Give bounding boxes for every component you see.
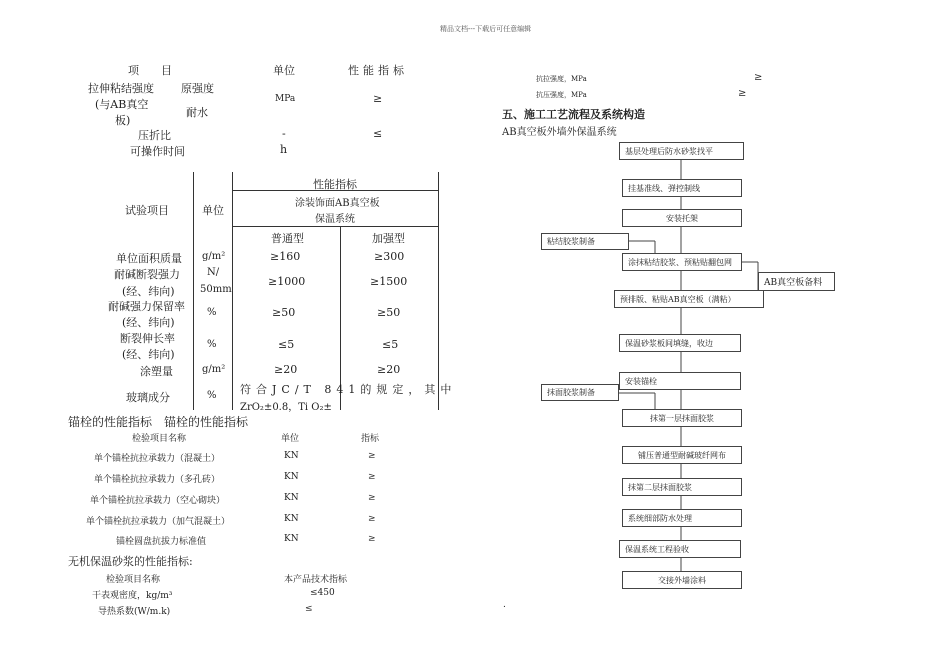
anchor-row-spec: ≥	[368, 534, 376, 544]
flow-step: 挂基准线、弹控制线	[622, 179, 742, 197]
anchor-row-label: 单个锚栓抗拉承载力（多孔砖）	[94, 475, 221, 485]
mesh-col-item: 试验项目	[125, 204, 169, 217]
anchor-row-spec: ≥	[368, 472, 376, 482]
flow-step: 抹第一层抹面胶浆	[622, 409, 742, 427]
bond-col-spec: 性能指标	[348, 64, 408, 77]
flow-step: 交接外墙涂料	[622, 571, 742, 589]
bond-tensile-unit: MPa	[275, 94, 296, 104]
mesh-row-label: 耐碱断裂强力	[114, 268, 180, 281]
bond-fold-unit: -	[282, 127, 286, 140]
flow-step: 涂抹粘结胶浆、预粘贴翻包网	[622, 253, 742, 271]
mesh-row-normal: ≥50	[272, 306, 296, 319]
mesh-row-label: 单位面积质量	[116, 252, 182, 265]
flow-step: 保温砂浆板间填缝，收边	[619, 334, 741, 352]
right-row1-label: 抗拉强度，MPa	[536, 75, 587, 83]
footer-dot: .	[503, 600, 506, 610]
mortar-title: 无机保温砂浆的性能指标:	[68, 555, 193, 568]
flow-step: 基层处理后防水砂浆找平	[619, 142, 744, 160]
mesh-row-label-2: (经、纬向)	[122, 348, 175, 361]
anchor-col-unit: 单位	[281, 434, 300, 444]
section5-subtitle: AB真空板外墙外保温系统	[502, 127, 617, 138]
flow-side-plaster: 抹面胶浆制备	[541, 384, 619, 401]
bond-sub-original: 原强度	[181, 82, 214, 95]
bond-tensile-spec: ≥	[373, 92, 383, 105]
flow-step: 安装托架	[622, 209, 742, 227]
mesh-row-label: 耐碱强力保留率	[108, 300, 185, 313]
mesh-row-label: 涂塑量	[140, 365, 173, 378]
mesh-row-normal: ≤5	[278, 338, 295, 351]
bond-col-unit: 单位	[273, 64, 295, 77]
mortar-row-label: 干表观密度，kg/m³	[92, 591, 173, 601]
flow-step: 抹第二层抹面胶浆	[622, 478, 742, 496]
mesh-subheader-2: 保温系统	[315, 214, 355, 225]
anchor-row-unit: KN	[284, 451, 299, 461]
bond-tensile-label-2: (与AB真空	[95, 98, 149, 111]
mesh-row-normal: ≥20	[274, 363, 298, 376]
anchor-row-unit: KN	[284, 534, 299, 544]
mesh-row-unit-2: 50mm	[200, 284, 232, 295]
bond-fold-spec: ≤	[373, 127, 383, 140]
mesh-row-unit: %	[207, 307, 217, 318]
section5-title: 五、施工工艺流程及系统构造	[502, 108, 645, 121]
flow-side-board: AB真空板备料	[758, 272, 835, 291]
mesh-row-reinforced: ≥300	[374, 250, 405, 263]
flow-side-bond: 粘结胶浆制备	[541, 233, 629, 250]
mesh-col-normal: 普通型	[271, 232, 304, 245]
anchor-row-label: 锚栓圆盘抗拔力标准值	[116, 537, 207, 547]
anchor-col-item: 检验项目名称	[132, 434, 187, 444]
mortar-col-spec: 本产品技术指标	[284, 575, 348, 585]
anchor-row-unit: KN	[284, 493, 299, 503]
flow-step: 预排版、粘贴AB真空板（满粘）	[614, 290, 764, 308]
mesh-row-unit: g/m²	[202, 251, 226, 262]
mortar-row-spec: ≤	[305, 604, 313, 614]
right-row2-label: 抗压强度，MPa	[536, 91, 587, 99]
bond-tensile-label-3: 板)	[115, 114, 131, 127]
anchor-row-spec: ≥	[368, 514, 376, 524]
mesh-row-label: 玻璃成分	[126, 391, 170, 404]
right-row2-spec: ≥	[738, 88, 747, 99]
page-header: 精品文档---下载后可任意编辑	[440, 25, 532, 33]
mesh-row-reinforced: ≥20	[377, 363, 401, 376]
bond-col-item: 项 目	[128, 64, 172, 77]
mesh-row-reinforced: ≤5	[382, 338, 399, 351]
flow-step: 保温系统工程验收	[619, 540, 741, 558]
bond-fold-label: 压折比	[138, 129, 171, 142]
mortar-col-item: 检验项目名称	[106, 575, 161, 585]
mesh-col-spec: 性能指标	[313, 178, 357, 191]
right-row1-spec: ≥	[754, 72, 763, 83]
anchor-row-unit: KN	[284, 514, 299, 524]
anchor-row-label: 单个锚栓抗拉承载力（加气混凝土）	[86, 517, 231, 527]
flow-step: 铺压普通型耐碱玻纤网布	[622, 446, 742, 464]
anchor-col-spec: 指标	[361, 434, 380, 444]
mesh-row-normal: ≥160	[270, 250, 301, 263]
bond-time-unit: h	[280, 143, 288, 156]
mesh-row-reinforced: ≥50	[377, 306, 401, 319]
anchor-row-label: 单个锚栓抗拉承载力（空心砌块）	[90, 496, 226, 506]
bond-sub-water: 耐水	[186, 106, 208, 119]
anchor-row-unit: KN	[284, 472, 299, 482]
mortar-row-label: 导热系数(W/m.k)	[98, 607, 171, 617]
anchor-row-spec: ≥	[368, 451, 376, 461]
mesh-row-normal: ≥1000	[268, 275, 306, 288]
mesh-row-reinforced: ≥1500	[370, 275, 408, 288]
mesh-row-label-2: (经、纬向)	[122, 316, 175, 329]
mesh-col-reinforced: 加强型	[372, 232, 405, 245]
anchor-row-label: 单个锚栓抗拉承载力（混凝土）	[94, 454, 221, 464]
mesh-row-unit: g/m²	[202, 364, 226, 375]
flow-step: 系统细部防水处理	[622, 509, 742, 527]
bond-time-label: 可操作时间	[130, 145, 185, 158]
mesh-row-spec-1: 符合JC/T 841的规定，其中	[240, 383, 457, 396]
mesh-row-label: 断裂伸长率	[120, 332, 175, 345]
anchor-title: 锚栓的性能指标 锚栓的性能指标	[68, 415, 249, 429]
mesh-row-unit: %	[207, 339, 217, 350]
mesh-row-label-2: (经、纬向)	[122, 285, 175, 298]
mesh-subheader-1: 涂装饰面AB真空板	[295, 198, 380, 209]
mesh-row-unit: N/	[207, 267, 220, 278]
anchor-row-spec: ≥	[368, 493, 376, 503]
flow-step: 安装锚栓	[619, 372, 741, 390]
mortar-row-spec: ≤450	[310, 588, 335, 598]
mesh-row-unit: %	[207, 390, 217, 401]
bond-tensile-label-1: 拉伸粘结强度	[88, 82, 154, 95]
mesh-row-spec-2: ZrO₂±0.8，Ti O₂±	[240, 402, 332, 413]
mesh-col-unit: 单位	[202, 204, 224, 217]
